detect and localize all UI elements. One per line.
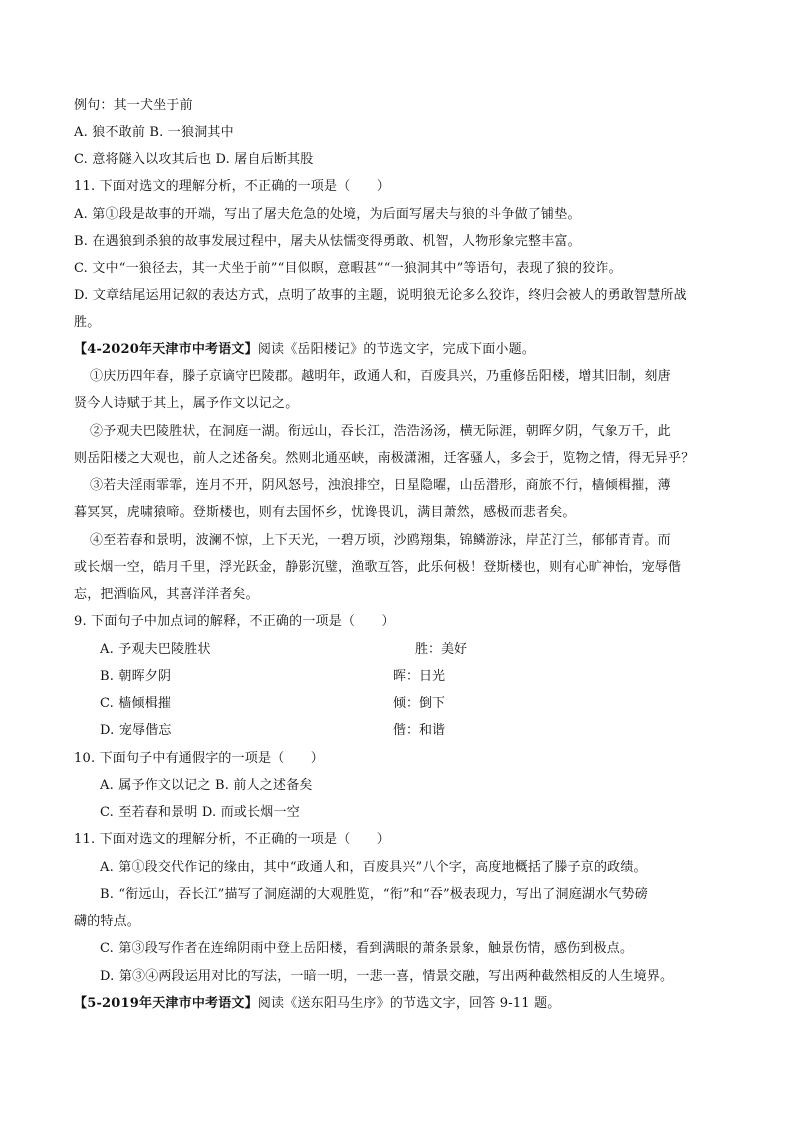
- option-line: C. 意将隧入以攻其后也 D. 屠自后断其股: [74, 152, 314, 167]
- example-sentence: 例句：其一犬坐于前: [74, 98, 193, 113]
- question-stem: 11. 下面对选文的理解分析，不正确的一项是（ ）: [74, 179, 391, 194]
- section-heading: [74, 995, 561, 1013]
- question-stem: 10. 下面句子中有通假字的一项是（ ）: [74, 751, 325, 766]
- option-line: B. 在遇狼到杀狼的故事发展过程中，屠夫从怯懦变得勇敢、机智，人物形象完整丰富。: [74, 234, 581, 249]
- option-answer: 晖：日光: [393, 669, 446, 684]
- option-line: A. 第①段是故事的开端，写出了屠夫危急的处境，为后面写屠夫与狼的斗争做了铺垫。: [74, 207, 581, 222]
- passage-line: 则岳阳楼之大观也，前人之述备矣。然则北通巫峡，南极潇湘，迁客骚人，多会于，览物之情，得无异乎？: [74, 451, 695, 466]
- option-line: C. 第③段写作者在连绵阴雨中登上岳阳楼，看到满眼的萧条景象，触景伤情，感伤到极点。: [100, 941, 634, 956]
- passage-line: 贤今人诗赋于其上，属予作文以记之。: [74, 396, 299, 411]
- passage-line: 或长烟一空，皓月千里，浮光跃金，静影沉璧，渔歌互答，此乐何极！登斯楼也，则有心旷神怡，宠辱偕: [74, 560, 682, 575]
- section-heading: [74, 341, 535, 359]
- option-line: C. 至若春和景明 D. 而或长烟一空: [100, 805, 300, 820]
- passage-line: 忘，把酒临风，其喜洋洋者矣。: [74, 587, 259, 602]
- option-answer: 倾：倒下: [393, 696, 446, 711]
- option-line: A. 予观夫巴陵胜状: [100, 642, 211, 657]
- option-line: D. 宠辱偕忘: [100, 723, 172, 738]
- option-line: A. 第①段交代作记的缘由，其中“政通人和，百废具兴”八个字，高度地概括了滕子京的政绩。: [100, 860, 647, 875]
- passage-line: ③若夫淫雨霏霏，连月不开，阴风怒号，浊浪排空，日星隐曜，山岳潜形，商旅不行，樯倾楫摧，薄: [90, 478, 671, 493]
- passage-line: ②予观夫巴陵胜状，在洞庭一湖。衔远山，吞长江，浩浩汤汤，横无际涯，朝晖夕阴，气象万千，此: [90, 424, 671, 439]
- option-line: 胜。: [74, 315, 101, 330]
- option-answer: 胜：美好: [415, 642, 468, 657]
- option-line: D. 第③④两段运用对比的写法，一暗一明，一悲一喜，情景交融，写出两种截然相反的人生境界。: [100, 969, 674, 984]
- passage-line: ④至若春和景明，波澜不惊，上下天光，一碧万顷，沙鸥翔集，锦鳞游泳，岸芷汀兰，郁郁青青。而: [90, 533, 671, 548]
- passage-line: ①庆历四年春，滕子京谪守巴陵郡。越明年，政通人和，百废具兴，乃重修岳阳楼，增其旧制，刻唐: [90, 369, 671, 384]
- option-line: 礴的特点。: [74, 914, 141, 929]
- question-stem: 11. 下面对选文的理解分析，不正确的一项是（ ）: [74, 832, 391, 847]
- option-line: B. 朝晖夕阴: [100, 669, 172, 684]
- option-answer: 偕：和谐: [393, 723, 446, 738]
- section-title: 阅读《送东阳马生序》的节选文字，回答 9-11 题。: [257, 996, 561, 1011]
- section-title: 阅读《岳阳楼记》的节选文字，完成下面小题。: [257, 342, 536, 357]
- passage-line: 暮冥冥，虎啸猿啼。登斯楼也，则有去国怀乡，忧谗畏讥，满目萧然，感极而悲者矣。: [74, 505, 576, 520]
- option-line: A. 狼不敢前 B. 一狼洞其中: [74, 125, 234, 140]
- question-stem: 9. 下面句子中加点词的解释，不正确的一项是（ ）: [74, 614, 395, 629]
- option-line: C. 樯倾楫摧: [100, 696, 172, 711]
- option-line: A. 属予作文以记之 B. 前人之述备矣: [100, 778, 313, 793]
- option-line: D. 文章结尾运用记叙的表达方式，点明了故事的主题，说明狼无论多么狡诈，终归会被人的勇敢智慧所战: [74, 288, 687, 303]
- section-tag: 【4-2020年天津市中考语文】: [74, 342, 258, 357]
- section-tag: 【5-2019年天津市中考语文】: [74, 996, 258, 1011]
- option-line: C. 文中“一狼径去，其一犬坐于前”“目似瞑，意暇甚”“一狼洞其中”等语句，表现了狼的狡诈。: [74, 261, 622, 276]
- option-line: B. “衔远山，吞长江”描写了洞庭湖的大观胜览，“衔”和“吞”极表现力，写出了洞庭湖水气势磅: [100, 887, 648, 902]
